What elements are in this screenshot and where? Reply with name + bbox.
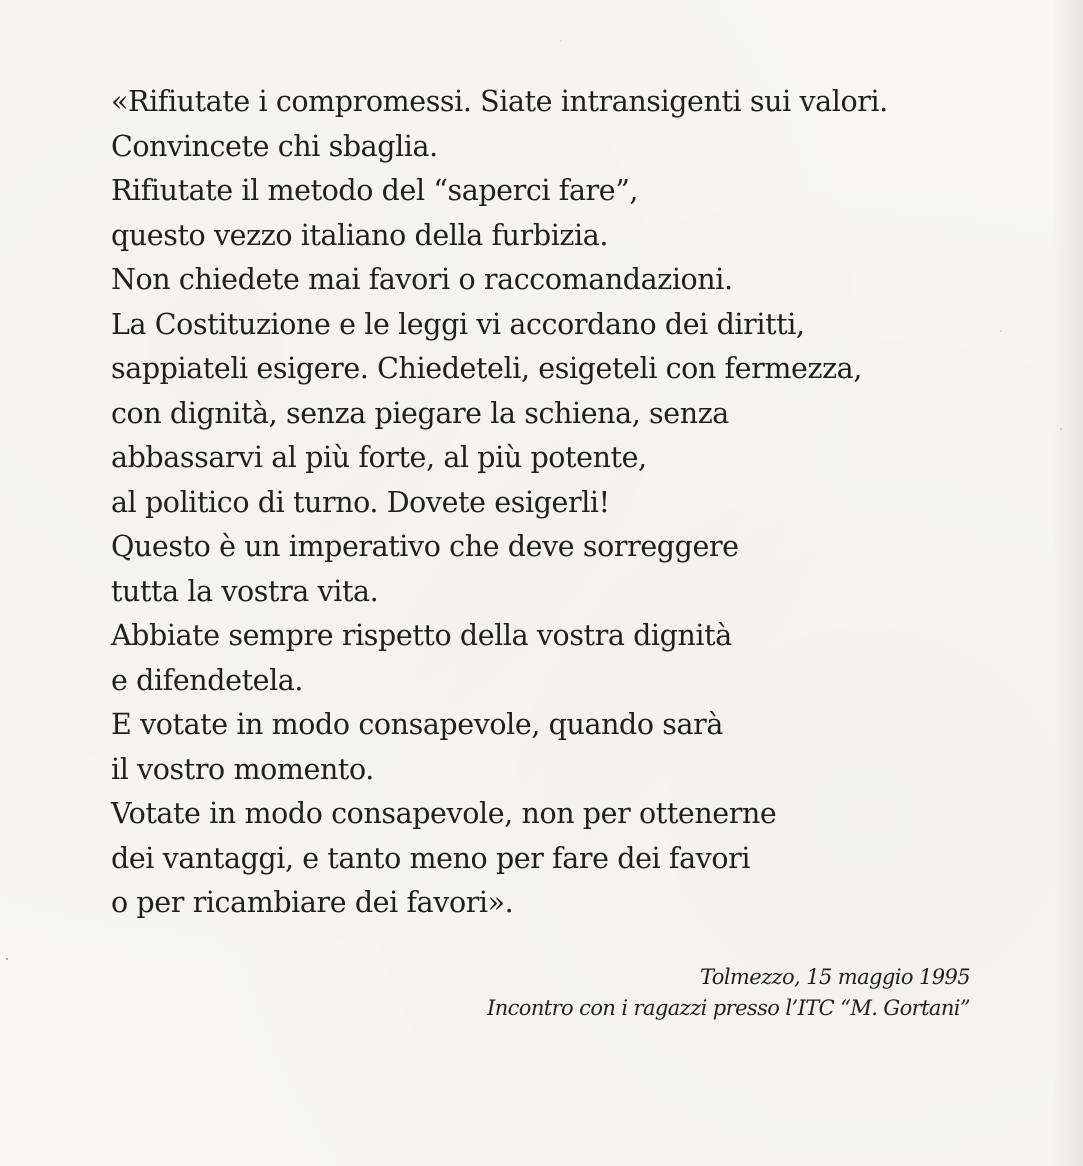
quote-line: tutta la vostra vita.: [111, 574, 379, 608]
quote-line: al politico di turno. Dovete esigerli!: [111, 485, 610, 519]
attribution-event: Incontro con i ragazzi presso l’ITC “M. Gortani”: [487, 996, 970, 1020]
quote-line: questo vezzo italiano della furbizia.: [111, 218, 608, 252]
paper-speck: [6, 958, 8, 960]
paper-speck: [560, 40, 562, 42]
quote-line: La Costituzione e le leggi vi accordano dei diritti,: [111, 307, 805, 341]
quote-line: E votate in modo consapevole, quando sarà: [111, 708, 723, 741]
quote-line: abbassarvi al più forte, al più potente,: [111, 441, 647, 474]
quote-line: Votate in modo consapevole, non per ottenerne: [111, 797, 777, 830]
quote-line: «Rifiutate i compromessi. Siate intransigenti sui valori.: [111, 85, 888, 118]
quote-line: Non chiedete mai favori o raccomandazioni.: [111, 263, 733, 296]
attribution-place-date: Tolmezzo, 15 maggio 1995: [700, 965, 970, 989]
quote-line: dei vantaggi, e tanto meno per fare dei favori: [111, 841, 751, 875]
quote-line: o per ricambiare dei favori».: [111, 886, 514, 919]
page-edge-shadow: [1053, 0, 1083, 1166]
quote-line: con dignità, senza piegare la schiena, senza: [111, 396, 729, 430]
quote-line: e difendetela.: [111, 663, 304, 697]
quote-text: [111, 80, 1011, 926]
quote-line: Questo è un imperativo che deve sorreggere: [111, 530, 739, 563]
quote-line: Rifiutate il metodo del “saperci fare”,: [111, 174, 639, 207]
quote-attribution: [487, 962, 970, 1024]
paper-speck: [1060, 428, 1062, 430]
quote-line: sappiateli esigere. Chiedeteli, esigeteli con fermezza,: [111, 352, 862, 385]
quote-line: Abbiate sempre rispetto della vostra dignità: [111, 619, 732, 652]
quote-line: il vostro momento.: [111, 752, 374, 786]
quote-line: Convincete chi sbaglia.: [111, 129, 438, 163]
